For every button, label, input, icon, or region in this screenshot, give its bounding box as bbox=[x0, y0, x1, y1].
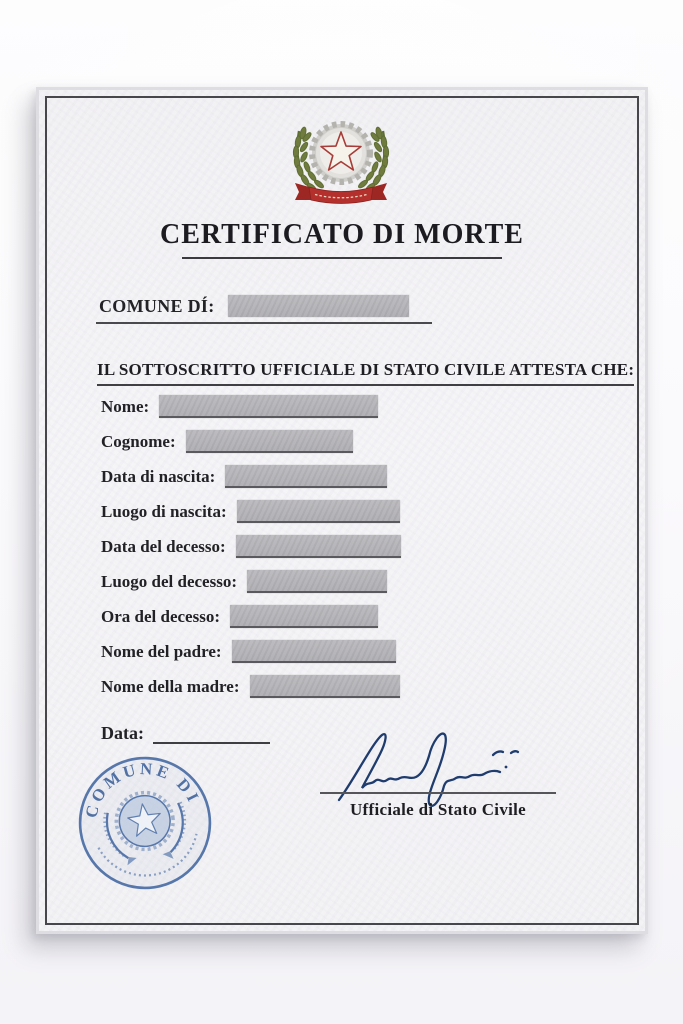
field-label: Nome del padre: bbox=[101, 641, 222, 661]
field-row-luogo-di-nascita bbox=[101, 501, 401, 522]
field-row-ora-del-decesso bbox=[101, 606, 401, 627]
field-label: Data di nascita: bbox=[101, 466, 216, 486]
redaction-bar bbox=[236, 535, 401, 558]
signature-icon bbox=[327, 726, 567, 810]
stamp-text: COMUNE DI bbox=[81, 758, 205, 820]
date-blank-line bbox=[153, 722, 270, 744]
field-row-cognome bbox=[101, 431, 401, 452]
certificate-title: CERTIFICATO DI MORTE bbox=[160, 219, 524, 250]
field-label: Cognome: bbox=[101, 431, 176, 451]
redaction-bar bbox=[230, 605, 378, 628]
field-label: Nome della madre: bbox=[101, 676, 240, 696]
comune-stamp-seal bbox=[64, 742, 227, 905]
field-label: Data del decesso: bbox=[101, 536, 226, 556]
signature-line bbox=[320, 792, 556, 794]
field-label: Ora del decesso: bbox=[101, 606, 220, 626]
redaction-bar bbox=[237, 500, 400, 523]
redaction-bar bbox=[225, 465, 387, 488]
field-row-luogo-del-decesso bbox=[101, 571, 401, 592]
italian-republic-emblem-icon bbox=[269, 109, 413, 213]
comune-row bbox=[96, 295, 432, 324]
attestation-heading: IL SOTTOSCRITTO UFFICIALE DI STATO CIVILE ATTESTA CHE: bbox=[97, 360, 634, 386]
redaction-bar bbox=[228, 295, 409, 317]
field-row-nome-del-padre bbox=[101, 641, 401, 662]
field-row-nome-della-madre bbox=[101, 676, 401, 697]
field-label: Nome: bbox=[101, 396, 150, 416]
fields-list bbox=[101, 396, 401, 711]
field-label: Luogo di nascita: bbox=[101, 501, 227, 521]
signature-caption: Ufficiale di Stato Civile bbox=[349, 800, 527, 819]
certificate-page bbox=[36, 87, 648, 934]
redaction-bar bbox=[247, 570, 387, 593]
field-row-data-di-nascita bbox=[101, 466, 401, 487]
redaction-bar bbox=[186, 430, 353, 453]
field-label: Luogo del decesso: bbox=[101, 571, 237, 591]
date-label: Data: bbox=[101, 723, 144, 743]
redaction-bar bbox=[250, 675, 400, 698]
comune-label: COMUNE DÍ: bbox=[99, 295, 215, 316]
field-row-nome bbox=[101, 396, 401, 417]
date-row bbox=[101, 722, 270, 744]
title-underline bbox=[182, 257, 502, 259]
redaction-bar bbox=[232, 640, 396, 663]
redaction-bar bbox=[159, 395, 378, 418]
field-row-data-del-decesso bbox=[101, 536, 401, 557]
